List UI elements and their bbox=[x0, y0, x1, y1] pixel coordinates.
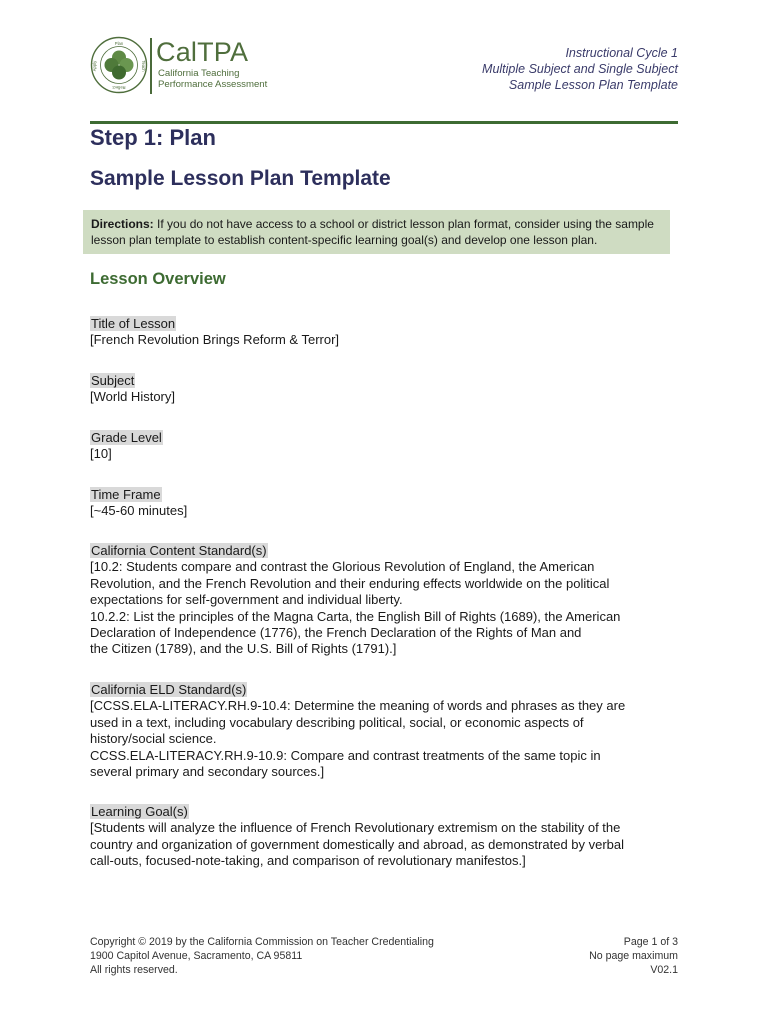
field-value: [10.2: Students compare and contrast the Glorious Revolution of England, the American Revolution, and the French Revolution and their enduring effects worldwide on the political expectations for self-government and individual liberty. 10.2.2: List the principles of the Magna Carta, the English Bill of Rights (1689), the American Declaration of Independence (1776), the French Declaration of the Rights of Man and the Citizen (1789), and the U.S. Bill of Rights (1791).] bbox=[90, 559, 621, 657]
logo-divider bbox=[150, 38, 152, 94]
page-limit: No page maximum bbox=[589, 949, 678, 962]
caltpa-seal-icon bbox=[90, 36, 148, 94]
footer-line: Copyright © 2019 by the California Commission on Teacher Credentialing bbox=[90, 936, 434, 948]
logo-subtitle bbox=[158, 68, 267, 90]
version-label: V02.1 bbox=[650, 963, 678, 976]
field-subject bbox=[90, 373, 680, 406]
logo-subtitle-line: Performance Assessment bbox=[158, 79, 268, 90]
seal-word-apply: Apply bbox=[92, 60, 97, 72]
field-eld-standards bbox=[90, 682, 680, 780]
footer-page-info bbox=[589, 936, 678, 977]
section-title-lesson-overview: Lesson Overview bbox=[90, 270, 226, 288]
field-value: [World History] bbox=[90, 389, 175, 405]
field-label: Grade Level bbox=[91, 430, 162, 445]
page-number: Page 1 of 3 bbox=[623, 936, 678, 948]
field-value: [10] bbox=[90, 446, 112, 462]
logo-subtitle-line: California Teaching bbox=[158, 68, 240, 79]
caltpa-logo bbox=[90, 34, 280, 98]
footer-line: 1900 Capitol Avenue, Sacramento, CA 95811 bbox=[90, 949, 303, 962]
field-grade-level bbox=[90, 430, 680, 463]
footer-line: All rights reserved. bbox=[90, 963, 178, 976]
field-learning-goals bbox=[90, 804, 680, 870]
header-line: Sample Lesson Plan Template bbox=[508, 78, 678, 92]
header-rule bbox=[90, 121, 678, 124]
seal-word-reflect: Reflect bbox=[112, 85, 126, 90]
step-title: Step 1: Plan bbox=[90, 125, 216, 150]
field-value: [French Revolution Brings Reform & Terror] bbox=[90, 332, 340, 348]
logo-name: CalTPA bbox=[156, 37, 249, 67]
seal-word-plan: Plan bbox=[114, 41, 124, 46]
field-label: Subject bbox=[91, 373, 135, 388]
field-value: [~45-60 minutes] bbox=[90, 503, 188, 519]
document-title: Sample Lesson Plan Template bbox=[90, 167, 391, 190]
field-value: [Students will analyze the influence of French Revolutionary extremism on the stability of the country and organization of government domestically and abroad, as demonstrated by verbal call-outs, focused-note-taking, and comparison of revolutionary manifestos.] bbox=[90, 820, 625, 869]
directions-box bbox=[83, 210, 670, 254]
field-time-frame bbox=[90, 487, 680, 520]
field-label: Time Frame bbox=[91, 487, 161, 502]
field-label: California ELD Standard(s) bbox=[91, 682, 247, 697]
directions-text: If you do not have access to a school or district lesson plan format, consider using the sample lesson plan template to establish content-specific learning goal(s) and develop one lesson plan. bbox=[91, 217, 654, 247]
field-content-standards bbox=[90, 543, 680, 658]
header-line: Instructional Cycle 1 bbox=[565, 46, 678, 60]
field-label: Title of Lesson bbox=[91, 316, 176, 331]
field-value: [CCSS.ELA-LITERACY.RH.9-10.4: Determine the meaning of words and phrases as they are used in a text, including vocabulary describing political, social, or economic aspects of history/social science. CCSS.ELA-LITERACY.RH.9-10.9: Compare and contrast treatments of the same topic in several primary and secondary sources.] bbox=[90, 698, 626, 780]
header-info bbox=[482, 45, 678, 93]
footer-copyright bbox=[90, 936, 434, 977]
field-label: California Content Standard(s) bbox=[91, 543, 267, 558]
field-title-of-lesson bbox=[90, 316, 680, 349]
directions-label: Directions: bbox=[91, 217, 154, 231]
field-label: Learning Goal(s) bbox=[91, 804, 188, 819]
seal-word-teach: Teach bbox=[141, 60, 146, 72]
header-line: Multiple Subject and Single Subject bbox=[482, 62, 678, 76]
